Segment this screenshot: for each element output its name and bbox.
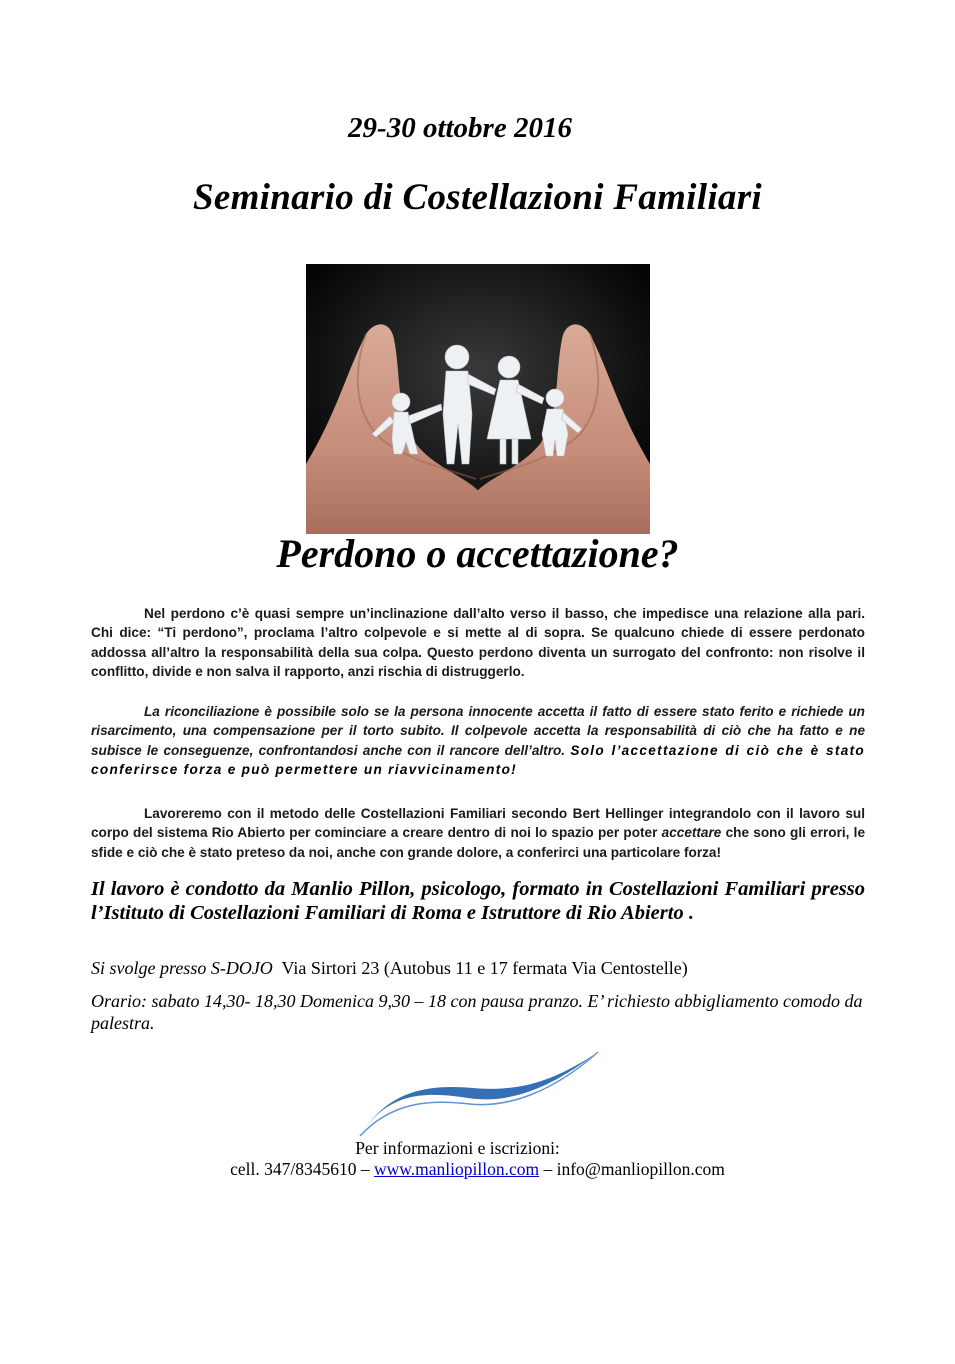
wave-logo <box>358 1050 602 1140</box>
wave-logo-icon <box>358 1050 602 1140</box>
paragraph-text: che sono gli errori, le sfide e ciò che è stato preteso da noi, anche con grande dolore, a conferirci una particolare forza! <box>91 825 866 860</box>
contact-line <box>0 1159 955 1180</box>
paragraph-forgiveness <box>91 604 865 682</box>
section-heading: Perdono o accettazione? <box>276 531 679 576</box>
schedule-info: Orario: sabato 14,30- 18,30 Domenica 9,30 – 18 con pausa pranzo. E’ richiesto abbigliamento comodo da palestra. <box>91 991 863 1033</box>
paragraph-text: Lavoreremo con il metodo delle Costellazioni Familiari secondo Bert Hellinger integrandolo con il lavoro sul corpo del sistema Rio Abierto per cominciare a creare dentro di noi lo spazio per poter <box>91 806 865 841</box>
location-address: Via Sirtori 23 (Autobus 11 e 17 fermata Via Centostelle) <box>281 958 688 978</box>
paragraph-reconciliation <box>91 702 865 780</box>
page-title: Seminario di Costellazioni Familiari <box>193 177 762 218</box>
contact-heading: Per informazioni e iscrizioni: <box>355 1138 560 1158</box>
phone-number: cell. 347/8345610 – <box>230 1159 370 1179</box>
facilitator-info: Il lavoro è condotto da Manlio Pillon, psicologo, formato in Costellazioni Familiari presso l’Istituto di Costellazioni Familiari di Roma e Istruttore di Rio Abierto . <box>91 878 865 924</box>
event-date: 29-30 ottobre 2016 <box>348 112 572 144</box>
paper-family-in-hands-icon <box>306 264 650 534</box>
location-label: Si svolge presso S-DOJO <box>91 958 273 978</box>
emphasis-word: accettare <box>661 825 722 841</box>
hands-family-photo <box>306 264 650 534</box>
paragraph-method <box>91 804 865 862</box>
email-address: – info@manliopillon.com <box>543 1159 725 1179</box>
paragraph-text: La riconciliazione è possibile solo se la persona innocente accetta il fatto di essere stato ferito e richiede un risarcimento, una compensazione per il torto subito. Il colpevole accetta la responsabilità di ciò che ha fatto e ne subisce le conseguenze, confrontandosi anche con il rancore dell’altro. <box>91 704 865 758</box>
paragraph-text: Nel perdono c’è quasi sempre un’inclinazione dall’alto verso il basso, che impedisce una relazione alla pari. Chi dice: “Ti perdono”, proclama l’altro colpevole e si mette al di sopra. Se qualcuno chiede di essere perdonato addossa all’altro la responsabilità della sua colpa. Questo perdono diventa un surrogato del confronto: non risolve il conflitto, divide e non salva il rapporto, anzi rischia di distruggerlo. <box>91 606 865 680</box>
website-link[interactable]: www.manliopillon.com <box>374 1159 540 1179</box>
location-info <box>91 957 865 979</box>
emphasis-text: Solo l’accettazione di ciò che è stato conferirsce forza e può permettere un riavvicinamento! <box>91 742 865 778</box>
